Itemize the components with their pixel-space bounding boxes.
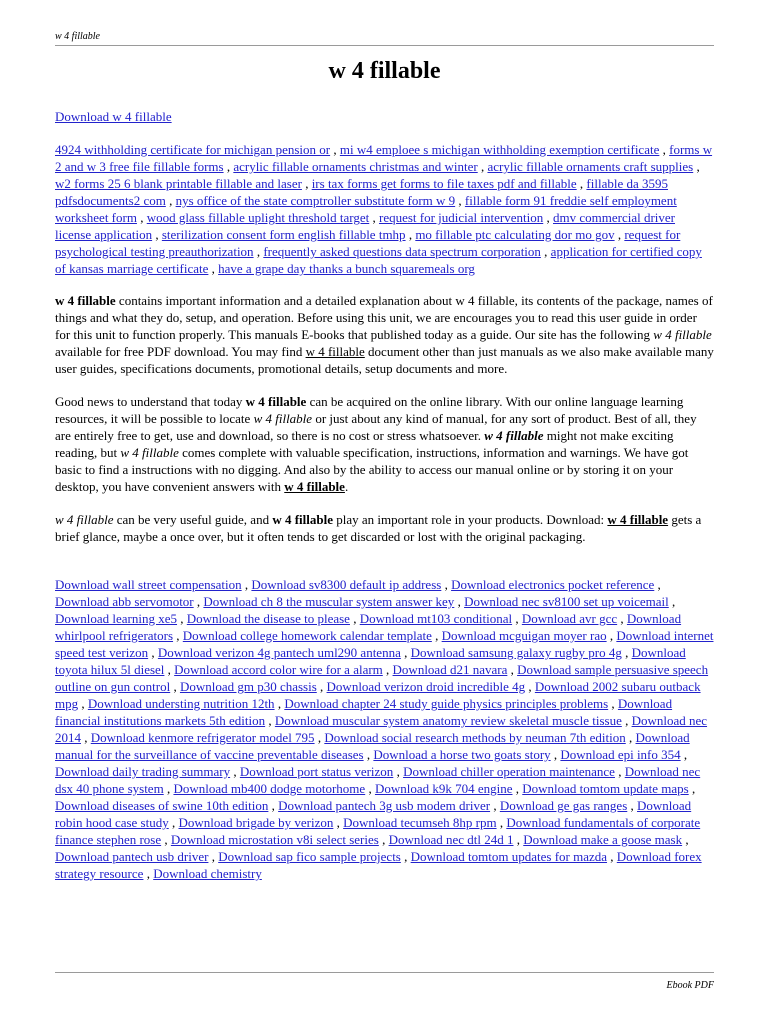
keyword-link[interactable]: have a grape day thanks a bunch squaremeals org [218, 261, 475, 276]
link-separator: , [316, 679, 327, 694]
related-download-link[interactable]: Download wall street compensation [55, 577, 242, 592]
text-span: play an important role in your products. Download: [333, 512, 608, 527]
related-download-link[interactable]: Download 2002 subaru outback mpg [55, 679, 701, 711]
text-span: document other than just manuals as we also make available many user guides, specifications documents, promotional details, setup documents and more. [55, 344, 714, 376]
related-download-link[interactable]: Download tomtom updates for mazda [410, 849, 608, 864]
link-separator: , [241, 577, 252, 592]
related-download-link[interactable]: Download sv8300 default ip address [251, 577, 442, 592]
related-download-link[interactable]: Download a horse two goats story [373, 747, 551, 762]
availability-paragraph [55, 393, 714, 495]
keyword-underlined: w 4 fillable [305, 344, 365, 359]
related-download-link[interactable]: Download verizon droid incredible 4g [326, 679, 526, 694]
keyword-link[interactable]: dmv commercial driver license application [55, 210, 676, 242]
link-separator: , [268, 798, 279, 813]
link-separator: , [400, 645, 411, 660]
keyword-bold: w 4 fillable [55, 293, 116, 308]
link-separator: , [490, 798, 500, 813]
link-separator: , [627, 798, 638, 813]
link-separator: , [693, 159, 700, 174]
page-title: w 4 fillable [328, 58, 441, 84]
related-download-link[interactable]: Download avr gcc [521, 611, 618, 626]
related-download-link[interactable]: Download accord color wire for a alarm [174, 662, 383, 677]
link-separator: , [365, 781, 375, 796]
link-separator: , [330, 142, 340, 157]
link-separator: , [550, 747, 561, 762]
text-span: or just about any kind of manual, for any sort of product. Best of all, they are entirely free to get, use and download, so there is no cost or stress whatsoever. [55, 411, 697, 443]
related-download-link[interactable]: Download muscular system anatomy review skeletal muscle tissue [274, 713, 622, 728]
related-download-link[interactable]: Download whirlpool refrigerators [55, 611, 682, 643]
related-download-link[interactable]: Download financial institutions markets 5th edition [55, 696, 673, 728]
keyword-link[interactable]: w2 forms 25 6 blank printable fillable and laser [55, 176, 302, 191]
related-download-link[interactable]: Download pantech usb driver [55, 849, 209, 864]
related-download-link[interactable]: Download microstation v8i select series [170, 832, 379, 847]
keyword-italic: w 4 fillable [653, 327, 712, 342]
related-download-link[interactable]: Download sample persuasive speech outline on gun control [55, 662, 709, 694]
link-separator: , [301, 176, 312, 191]
related-download-link[interactable]: Download chemistry [153, 866, 262, 881]
link-separator: , [614, 764, 625, 779]
related-download-link[interactable]: Download sap fico sample projects [218, 849, 401, 864]
related-download-link[interactable]: Download k9k 704 engine [374, 781, 513, 796]
link-separator: , [441, 577, 452, 592]
link-separator: , [382, 662, 393, 677]
related-download-link[interactable]: Download port status verizon [239, 764, 394, 779]
link-separator: , [208, 261, 219, 276]
keyword-link[interactable]: wood glass fillable uplight threshold target [146, 210, 370, 225]
link-separator: , [81, 730, 91, 745]
related-download-link[interactable]: Download forex strategy resource [55, 849, 702, 881]
related-download-link[interactable]: Download abb servomotor [55, 594, 194, 609]
keyword-link[interactable]: frequently asked questions data spectrum corporation [263, 244, 541, 259]
link-separator: , [455, 193, 465, 208]
keyword-link[interactable]: acrylic fillable ornaments christmas and winter [233, 159, 478, 174]
link-separator: , [512, 611, 522, 626]
link-separator: , [512, 781, 523, 796]
download-link[interactable]: Download w 4 fillable [55, 109, 172, 124]
related-download-link[interactable]: Download mt103 conditional [359, 611, 513, 626]
related-download-link[interactable]: Download brigade by verizon [178, 815, 334, 830]
keyword-link[interactable]: sterilization consent form english fillable tmhp [161, 227, 406, 242]
keyword-link[interactable]: mi w4 emploee s michigan withholding exemption certificate [339, 142, 660, 157]
link-separator: , [136, 210, 147, 225]
link-separator: , [431, 628, 442, 643]
link-separator: , [606, 628, 617, 643]
keyword-italic: w 4 fillable [55, 512, 114, 527]
link-separator: , [173, 628, 183, 643]
link-separator: , [253, 244, 264, 259]
related-download-link[interactable]: Download robin hood case study [55, 798, 692, 830]
link-separator: , [152, 227, 162, 242]
text-span: contains important information and a detailed explanation about w 4 fillable, its contents of the package, names of things and what they do, setup, and operation. Before using this unit, we are encourages you to read this user guide in order for this unit to function properly. This manuals E-books that published today as a guide. Our site has the following [55, 293, 713, 342]
related-download-link[interactable]: Download toyota hilux 5l diesel [55, 645, 686, 677]
link-separator: , [363, 747, 374, 762]
text-span: might not make exciting reading, but [55, 428, 674, 460]
keyword-link[interactable]: forms w 2 and w 3 free file fillable forms [55, 142, 713, 174]
link-separator: , [177, 611, 187, 626]
link-separator: , [688, 781, 696, 796]
link-separator: , [143, 866, 154, 881]
link-separator: , [161, 832, 171, 847]
related-download-link[interactable]: Download gm p30 chassis [179, 679, 317, 694]
link-separator: , [659, 142, 670, 157]
related-download-link[interactable]: Download understing nutrition 12th [87, 696, 275, 711]
link-separator: , [148, 645, 158, 660]
related-download-link[interactable]: Download fundamentals of corporate finance stephen rose [55, 815, 701, 847]
header-rule [55, 45, 714, 46]
link-separator: , [349, 611, 360, 626]
keyword-links [55, 141, 714, 277]
related-download-link[interactable]: Download kenmore refrigerator model 795 [90, 730, 315, 745]
link-separator: , [496, 815, 507, 830]
link-separator: , [507, 662, 518, 677]
related-download-link[interactable]: Download the disease to please [186, 611, 350, 626]
text-span: Good news to understand that today [55, 394, 246, 409]
link-separator: , [614, 227, 625, 242]
link-separator: , [525, 679, 535, 694]
link-separator: , [654, 577, 661, 592]
related-download-link[interactable]: Download d21 navara [392, 662, 508, 677]
keyword-bold-underlined: w 4 fillable [284, 479, 345, 494]
related-download-link[interactable]: Download nec dtl 24d 1 [388, 832, 514, 847]
link-separator: , [314, 730, 325, 745]
related-download-link[interactable]: Download samsung galaxy rugby pro 4g [410, 645, 622, 660]
related-download-links [55, 576, 714, 882]
related-download-link[interactable]: Download electronics pocket reference [451, 577, 655, 592]
related-download-link[interactable]: Download make a goose mask [523, 832, 683, 847]
related-download-link[interactable]: Download social research methods by neuman 7th edition [324, 730, 626, 745]
link-separator: , [621, 645, 632, 660]
text-span: . [344, 479, 349, 494]
related-download-link[interactable]: Download manual for the surveillance of vaccine preventable diseases [55, 730, 690, 762]
usage-paragraph [55, 511, 714, 545]
link-separator: , [608, 696, 618, 711]
keyword-link[interactable]: irs tax forms get forms to file taxes pdf and fillable [311, 176, 577, 191]
keyword-link[interactable]: acrylic fillable ornaments craft supplies [487, 159, 694, 174]
related-download-link[interactable]: Download chiller operation maintenance [403, 764, 615, 779]
keyword-link[interactable]: request for psychological testing preauthorization [55, 227, 681, 259]
link-separator: , [168, 815, 179, 830]
link-separator: , [170, 679, 180, 694]
related-download-link[interactable]: Download ch 8 the muscular system answer key [203, 594, 455, 609]
link-separator: , [163, 781, 174, 796]
related-download-link[interactable]: Download daily trading summary [55, 764, 231, 779]
related-download-link[interactable]: Download epi info 354 [560, 747, 681, 762]
related-download-link[interactable]: Download verizon 4g pantech uml290 antenna [157, 645, 401, 660]
related-download-link[interactable]: Download pantech 3g usb modem driver [278, 798, 491, 813]
link-separator: , [333, 815, 344, 830]
link-separator: , [477, 159, 488, 174]
link-separator: , [164, 662, 175, 677]
keyword-link[interactable]: nys office of the state comptroller substitute form w 9 [175, 193, 456, 208]
link-separator: , [223, 159, 234, 174]
link-separator: , [400, 849, 411, 864]
download-paragraph [55, 108, 714, 125]
link-separator: , [78, 696, 88, 711]
link-separator: , [393, 764, 404, 779]
link-separator: , [230, 764, 240, 779]
related-download-link[interactable]: Download chapter 24 study guide physics principles problems [284, 696, 609, 711]
related-download-link[interactable]: Download college homework calendar template [182, 628, 432, 643]
link-separator: , [607, 849, 617, 864]
related-download-link[interactable]: Download mcguigan moyer rao [441, 628, 607, 643]
link-separator: , [576, 176, 587, 191]
keyword-italic: w 4 fillable [120, 445, 179, 460]
keyword-link[interactable]: application for certified copy of kansas marriage certificate [55, 244, 702, 276]
link-separator: , [540, 244, 551, 259]
link-separator: , [543, 210, 553, 225]
related-download-link[interactable]: Download learning xe5 [55, 611, 178, 626]
document-body [55, 108, 714, 882]
link-separator: , [378, 832, 389, 847]
link-separator: , [165, 193, 176, 208]
related-download-link[interactable]: Download tecumseh 8hp rpm [343, 815, 497, 830]
related-download-link[interactable]: Download diseases of swine 10th edition [55, 798, 269, 813]
related-download-link[interactable]: Download internet speed test verizon [55, 628, 714, 660]
link-separator: , [621, 713, 632, 728]
keyword-link[interactable]: fillable da 3595 pdfsdocuments2 com [55, 176, 669, 208]
link-separator: , [513, 832, 524, 847]
related-download-link[interactable]: Download nec 2014 [55, 713, 708, 745]
running-header: w 4 fillable [55, 31, 100, 42]
keyword-link[interactable]: request for judicial intervention [378, 210, 544, 225]
link-separator: , [617, 611, 627, 626]
link-separator: , [680, 747, 688, 762]
description-paragraph [55, 292, 714, 377]
footer-label: Ebook PDF [666, 980, 714, 991]
link-separator: , [668, 594, 676, 609]
keyword-bold: w 4 fillable [245, 394, 307, 409]
text-span: gets a brief glance, maybe a once over, but it often tends to get discarded or lost with the original packaging. [55, 512, 702, 544]
related-download-link[interactable]: Download ge gas ranges [499, 798, 628, 813]
link-separator: , [405, 227, 416, 242]
keyword-bold-italic: w 4 fillable [484, 428, 544, 443]
link-separator: , [193, 594, 204, 609]
link-separator: , [274, 696, 285, 711]
link-separator: , [625, 730, 636, 745]
link-separator: , [682, 832, 689, 847]
link-separator: , [208, 849, 219, 864]
keyword-italic: w 4 fillable [253, 411, 313, 426]
text-span: comes complete with valuable specification, instructions, information and warnings. We have got basic to find a instructions with no digging. And also by the ability to access our manual online or by storing it on your desktop, you have convenient answers with [55, 445, 689, 494]
related-download-link[interactable]: Download tomtom update maps [522, 781, 689, 796]
keyword-link[interactable]: 4924 withholding certificate for michigan pension or [55, 142, 331, 157]
related-download-link[interactable]: Download nec sv8100 set up voicemail [464, 594, 669, 609]
footer-rule [55, 972, 714, 973]
link-separator: , [454, 594, 465, 609]
link-separator: , [369, 210, 379, 225]
keyword-link[interactable]: mo fillable ptc calculating dor mo gov [415, 227, 615, 242]
link-separator: , [265, 713, 275, 728]
text-span: available for free PDF download. You may find [55, 344, 306, 359]
related-download-link[interactable]: Download nec dsx 40 phone system [55, 764, 701, 796]
keyword-link[interactable]: fillable form 91 freddie self employment worksheet form [55, 193, 677, 225]
keyword-bold-underlined: w 4 fillable [607, 512, 669, 527]
text-span: can be acquired on the online library. With our online language learning resources, it will be possible to locate [55, 394, 684, 426]
keyword-bold: w 4 fillable [272, 512, 334, 527]
related-download-link[interactable]: Download mb400 dodge motorhome [173, 781, 366, 796]
text-span: can be very useful guide, and [113, 512, 273, 527]
